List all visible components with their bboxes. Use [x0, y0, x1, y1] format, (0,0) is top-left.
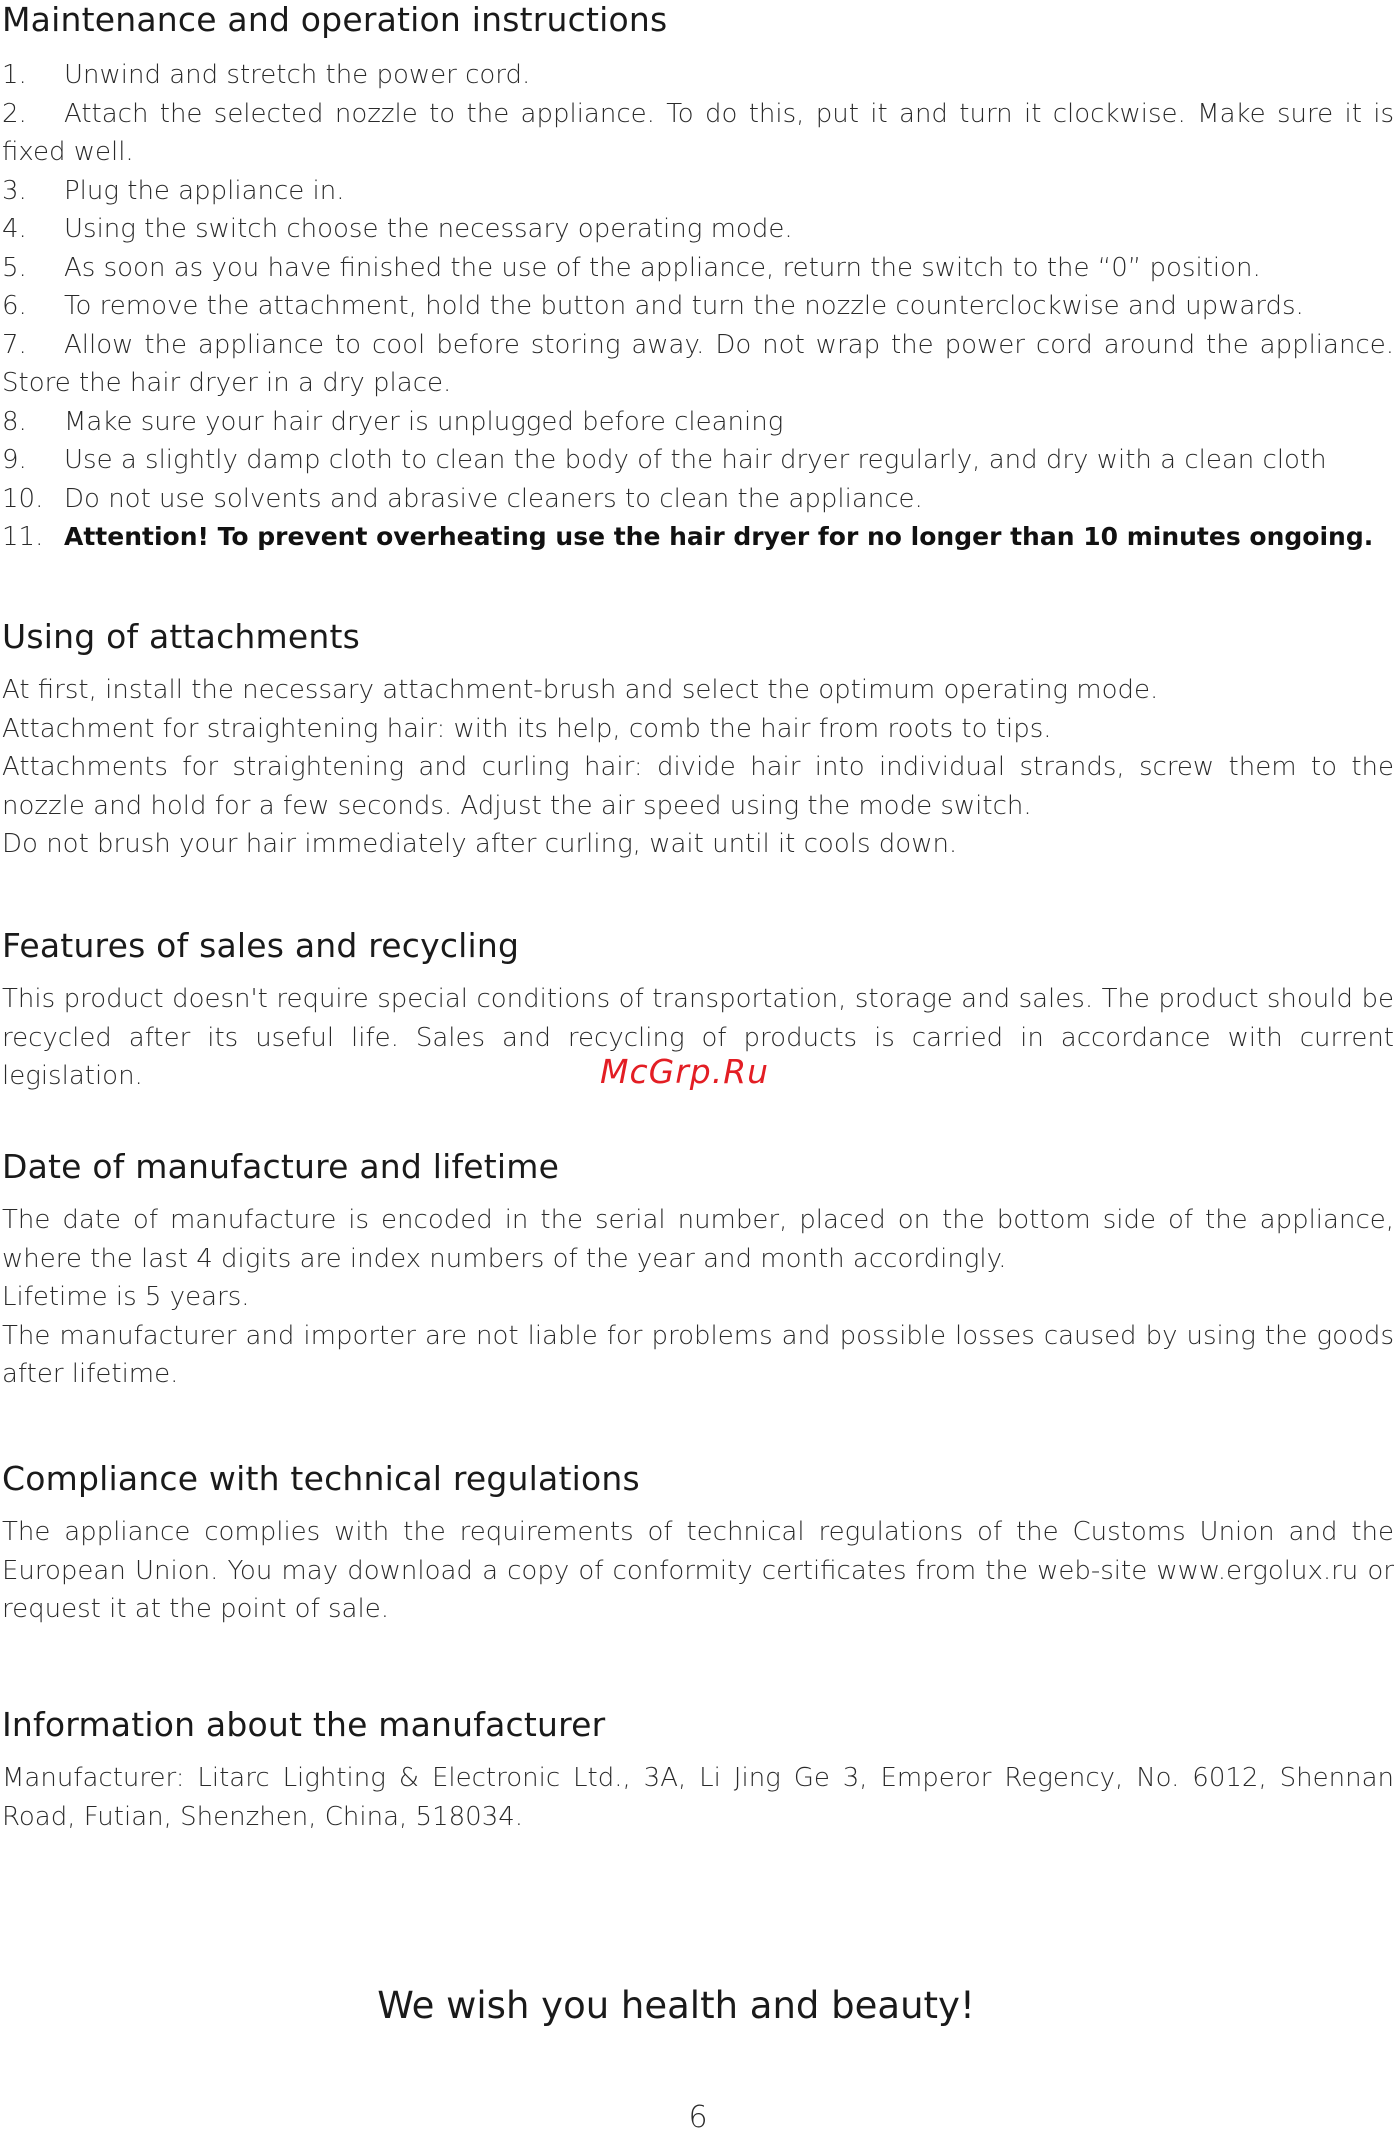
list-item-text: Attach the selected nozzle to the appliance. To do this, put it and turn it clockwise. Make sure it is fixed well.: [2, 98, 1394, 167]
list-item: [2, 95, 1394, 172]
compliance-heading: Compliance with technical regulations: [2, 1459, 640, 1498]
compliance-paragraph: The appliance complies with the requirements of technical regulations of the Customs Union and the European Union. You may download a copy of conformity certificates from the web-site www.ergolux.ru or request it at the point of sale.: [2, 1517, 1394, 1624]
list-item-number: 11.: [2, 522, 44, 552]
maintenance-heading: Maintenance and operation instructions: [2, 0, 668, 39]
list-item-text: As soon as you have finished the use of the appliance, return the switch to the “0” position.: [64, 252, 1261, 283]
list-item-text: Plug the appliance in.: [64, 175, 345, 206]
list-item: [2, 56, 1394, 95]
manufacturer-heading: Information about the manufacturer: [2, 1705, 606, 1744]
attachments-paragraph: Attachment for straightening hair: with its help, comb the hair from roots to tips.: [2, 713, 1052, 744]
page-number: 6: [688, 2100, 708, 2135]
manufacture-date-paragraph: The date of manufacture is encoded in the serial number, placed on the bottom side of the appliance, where the last 4 digits are index numbers of the year and month accordingly.: [2, 1205, 1394, 1274]
list-item: [2, 249, 1394, 288]
sales-paragraph: This product doesn't require special conditions of transportation, storage and sales. The product should be recycled after its useful life. Sales and recycling of products is carried in accordance with current legislation.: [2, 984, 1394, 1091]
list-item-text: Unwind and stretch the power cord.: [64, 60, 531, 90]
list-item: [2, 441, 1394, 480]
sales-heading: Features of sales and recycling: [2, 926, 520, 965]
lifetime-paragraph: Lifetime is 5 years.: [2, 1282, 250, 1312]
list-item: [2, 480, 1394, 519]
list-item-number: 9.: [2, 445, 27, 475]
list-item-attention: [2, 518, 1394, 557]
list-item: [2, 172, 1394, 211]
manufacture-date-heading: Date of manufacture and lifetime: [2, 1147, 560, 1186]
list-item-number: 3.: [2, 175, 27, 206]
list-item-text: Make sure your hair dryer is unplugged before cleaning: [64, 406, 784, 437]
manufacturer-section: [2, 1705, 1394, 1836]
attachments-paragraph: At first, install the necessary attachment-brush and select the optimum operating mode.: [2, 675, 1159, 705]
liability-paragraph: The manufacturer and importer are not liable for problems and possible losses caused by using the goods after lifetime.: [2, 1320, 1394, 1389]
list-item-text: Using the switch choose the necessary operating mode.: [64, 214, 793, 244]
list-item-number: 4.: [2, 214, 27, 244]
compliance-section: [2, 1459, 1394, 1629]
list-item-text: To remove the attachment, hold the button and turn the nozzle counterclockwise and upwards.: [64, 291, 1304, 321]
attachments-paragraph: Attachments for straightening and curling hair: divide hair into individual strands, screw them to the nozzle and hold for a few seconds. Adjust the air speed using the mode switch.: [2, 752, 1394, 821]
list-item-text: Do not use solvents and abrasive cleaners to clean the appliance.: [64, 483, 923, 514]
list-item-number: 5.: [2, 252, 27, 283]
attachments-section: [2, 617, 1394, 864]
manufacturer-paragraph: Manufacturer: Litarc Lighting & Electronic Ltd., 3A, Li Jing Ge 3, Emperor Regency, No. 6012, Shennan Road, Futian, Shenzhen, China, 518034.: [2, 1763, 1394, 1832]
attachments-heading: Using of attachments: [2, 617, 361, 656]
list-item-text: Use a slightly damp cloth to clean the body of the hair dryer regularly, and dry with a clean cloth: [64, 445, 1327, 475]
attachments-paragraph: Do not brush your hair immediately after curling, wait until it cools down.: [2, 829, 958, 859]
list-item-number: 7.: [2, 329, 27, 360]
list-item-number: 2.: [2, 98, 27, 129]
list-item-number: 8.: [2, 406, 27, 437]
closing-message: We wish you health and beauty!: [377, 1984, 975, 2027]
list-item-number: 10.: [2, 483, 44, 514]
list-item-text: Allow the appliance to cool before storing away. Do not wrap the power cord around the appliance. Store the hair dryer in a dry place.: [2, 329, 1394, 398]
list-item-number: 1.: [2, 60, 27, 90]
list-item: [2, 403, 1394, 442]
manufacture-date-section: [2, 1147, 1394, 1394]
list-item: [2, 210, 1394, 249]
list-item-number: 6.: [2, 291, 27, 321]
attention-warning-text: Attention! To prevent overheating use the hair dryer for no longer than 10 minutes ongoing.: [64, 522, 1374, 551]
watermark: McGrp.Ru: [600, 1052, 770, 1091]
maintenance-list: [2, 56, 1394, 557]
list-item: [2, 287, 1394, 326]
list-item: [2, 326, 1394, 403]
maintenance-section: [2, 0, 1394, 557]
